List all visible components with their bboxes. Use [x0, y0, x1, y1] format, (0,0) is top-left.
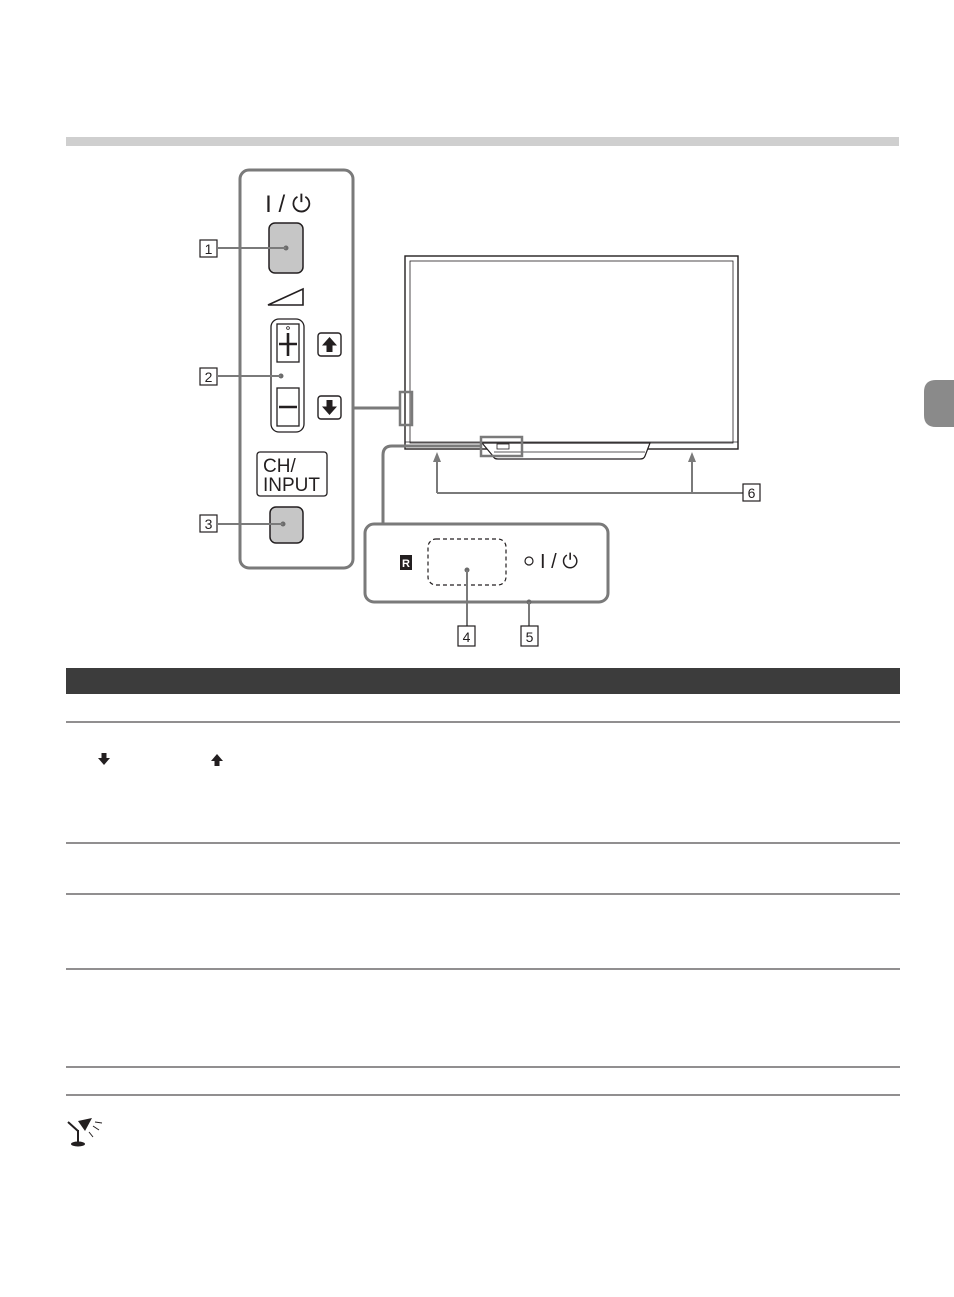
hint-icon — [68, 1118, 102, 1147]
arrow-down-icon — [98, 753, 110, 765]
power-symbol-label: I / ⏻ — [265, 191, 311, 218]
tv-illustration — [400, 256, 738, 459]
svg-text:1: 1 — [204, 241, 213, 257]
callout-5 — [521, 602, 538, 646]
callout-6 — [743, 484, 760, 501]
section-bar — [66, 137, 899, 146]
svg-text:6: 6 — [747, 485, 756, 501]
ch-input-label-line1: CH/ — [263, 456, 296, 477]
arrow-up-icon — [211, 754, 223, 766]
svg-text:3: 3 — [204, 516, 213, 532]
description-table — [66, 668, 900, 1095]
power-led-label: I / ⏻ — [540, 551, 579, 573]
ch-input-label-line2: INPUT — [263, 475, 320, 496]
side-control-panel — [240, 170, 353, 568]
table-header — [66, 668, 900, 694]
arrow-down-icon — [318, 396, 341, 419]
arrow-up-icon — [318, 333, 341, 356]
svg-text:5: 5 — [525, 629, 534, 645]
svg-text:2: 2 — [204, 369, 213, 385]
front-panel-connector — [383, 446, 481, 524]
front-sensor-panel — [365, 524, 608, 605]
page-side-tab — [924, 380, 954, 427]
volume-icon — [268, 289, 303, 305]
svg-text:4: 4 — [462, 629, 471, 645]
svg-text:R: R — [402, 558, 410, 570]
